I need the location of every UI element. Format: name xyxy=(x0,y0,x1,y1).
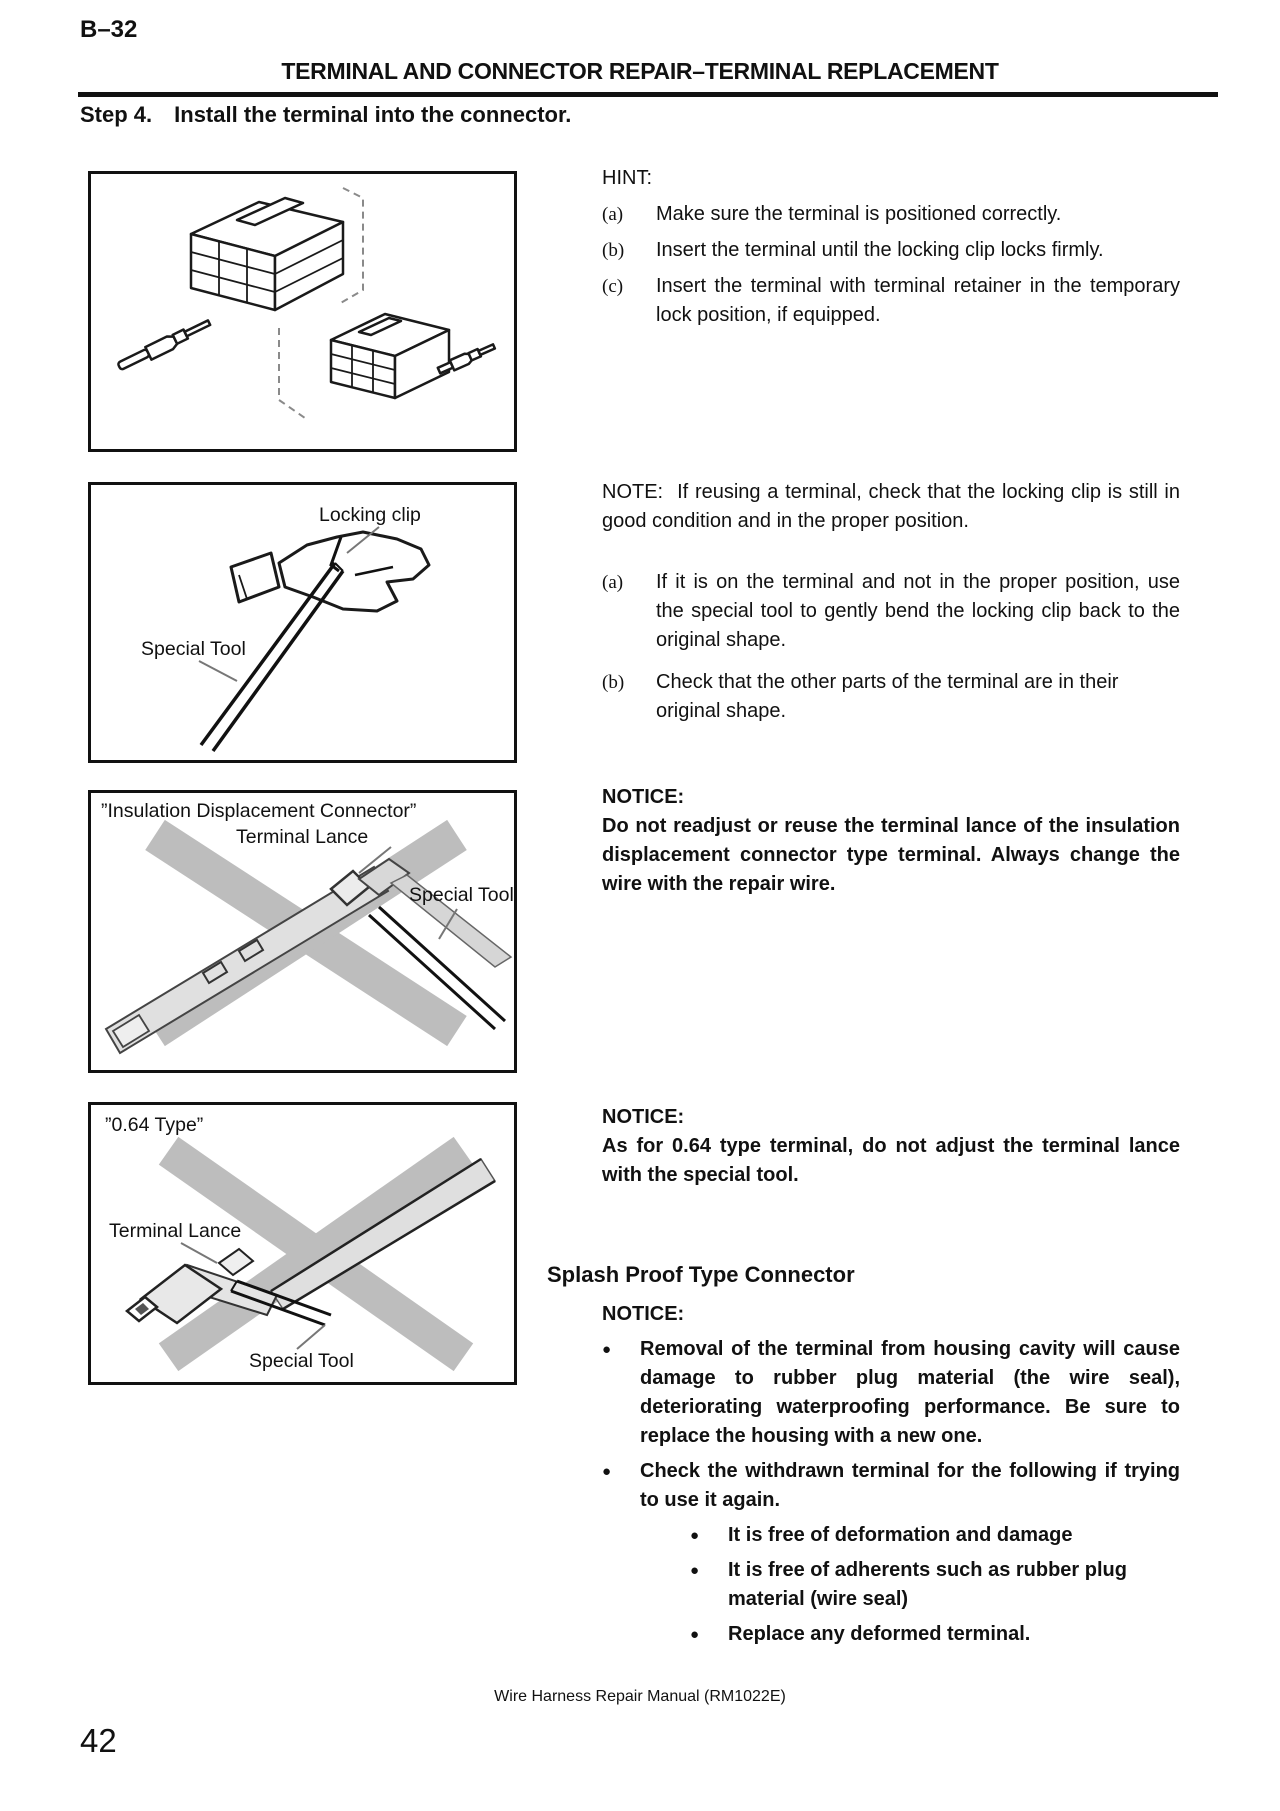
notice-idc-block xyxy=(602,783,1180,899)
special-tool-leader-line xyxy=(199,661,237,681)
list-item xyxy=(602,668,1180,726)
figure-title-idc: ”Insulation Displacement Connector” xyxy=(101,800,417,822)
item-marker: (b) xyxy=(602,672,625,693)
bullet-icon: ● xyxy=(690,1527,700,1544)
prohibition-cross xyxy=(159,1137,473,1371)
bullet-icon: ● xyxy=(690,1562,700,1579)
hint-block xyxy=(602,164,1180,330)
connector-insertion-illustration xyxy=(91,174,514,449)
header-rule xyxy=(78,92,1218,97)
sub-bullet-item xyxy=(690,1620,1180,1649)
step-gap xyxy=(152,102,174,128)
bullet-icon: ● xyxy=(690,1626,700,1643)
item-marker: (c) xyxy=(602,276,624,297)
locking-clip-illustration xyxy=(91,485,514,760)
special-tool-label: Special Tool xyxy=(141,638,246,660)
step-title: Install the terminal into the connector. xyxy=(174,102,572,127)
item-marker: (b) xyxy=(602,240,625,261)
terminal-lance-leader-line xyxy=(181,1243,217,1263)
special-tool-leader-line xyxy=(297,1325,325,1349)
list-item xyxy=(602,236,1180,265)
page-title: TERMINAL AND CONNECTOR REPAIR–TERMINAL REPLACEMENT xyxy=(281,58,999,84)
notice-label: NOTICE: xyxy=(602,1106,685,1128)
special-tool-label: Special Tool xyxy=(409,884,514,906)
064-type-illustration xyxy=(91,1105,514,1382)
note-paragraph xyxy=(602,478,1180,536)
item-text: If it is on the terminal and not in the proper position, use the special tool to gently bend the locking clip back to the original shape. xyxy=(656,571,1180,651)
list-item xyxy=(602,568,1180,655)
sub-bullet-item xyxy=(690,1521,1180,1550)
idc-illustration xyxy=(91,793,514,1070)
hint-label: HINT: xyxy=(602,167,652,189)
figure-title-064: ”0.64 Type” xyxy=(105,1114,204,1136)
locking-clip-label: Locking clip xyxy=(319,504,421,526)
notice-label: NOTICE: xyxy=(602,786,685,808)
footer-manual-title: Wire Harness Repair Manual (RM1022E) xyxy=(494,1688,786,1705)
large-connector-housing xyxy=(191,198,343,310)
special-tool-label: Special Tool xyxy=(249,1350,354,1372)
bullet-text: Removal of the terminal from housing cavity will cause damage to rubber plug material (the wire seal), deteriorating waterproofing performance. Be sure to replace the housing with a new one. xyxy=(640,1338,1180,1447)
list-item xyxy=(602,200,1180,229)
item-text: Check that the other parts of the terminal are in their original shape. xyxy=(656,671,1119,722)
dashed-guide-line-lower xyxy=(279,328,305,418)
terminal-with-wire xyxy=(117,317,213,373)
terminal-lance-bump xyxy=(219,1249,253,1275)
bullet-icon: ● xyxy=(602,1463,612,1480)
item-marker: (a) xyxy=(602,572,624,593)
bullet-item xyxy=(602,1457,1180,1515)
notice-body: Do not readjust or reuse the terminal lance of the insulation displacement connector type terminal. Always change the wire with the repair wire. xyxy=(602,815,1180,895)
bullet-item xyxy=(602,1335,1180,1451)
bullet-text: Replace any deformed terminal. xyxy=(728,1623,1031,1645)
note-body: If reusing a terminal, check that the locking clip is still in good condition and in the proper position. xyxy=(602,481,1180,532)
step-label: Step 4. xyxy=(80,102,153,127)
figure-connector-insertion xyxy=(88,171,517,452)
list-item xyxy=(602,272,1180,330)
section-heading-splash-proof: Splash Proof Type Connector xyxy=(547,1262,855,1287)
page-code: B–32 xyxy=(80,16,138,43)
splash-notice-block xyxy=(602,1300,1180,1649)
notice-label: NOTICE: xyxy=(602,1303,685,1325)
bullet-text: It is free of adherents such as rubber plug material (wire seal) xyxy=(728,1559,1127,1610)
terminal-lance-label: Terminal Lance xyxy=(236,826,369,848)
notice-064-block xyxy=(602,1103,1180,1190)
step-heading xyxy=(80,102,571,128)
figure-064-type xyxy=(88,1102,517,1385)
note-block xyxy=(602,478,1180,726)
bullet-text: It is free of deformation and damage xyxy=(728,1524,1073,1546)
figure-idc-terminal xyxy=(88,790,517,1073)
figure-locking-clip xyxy=(88,482,517,763)
terminal-lance-label: Terminal Lance xyxy=(109,1220,242,1242)
item-text: Insert the terminal until the locking clip locks firmly. xyxy=(656,239,1104,261)
small-connector-housing xyxy=(331,314,449,398)
note-label: NOTE: xyxy=(602,481,664,503)
bullet-icon: ● xyxy=(602,1341,612,1358)
bullet-text: Check the withdrawn terminal for the following if trying to use it again. xyxy=(640,1460,1180,1511)
item-text: Make sure the terminal is positioned correctly. xyxy=(656,203,1062,225)
sub-bullet-item xyxy=(690,1556,1180,1614)
item-text: Insert the terminal with terminal retainer in the temporary lock position, if equipped. xyxy=(656,275,1180,326)
item-marker: (a) xyxy=(602,204,624,225)
page-number: 42 xyxy=(80,1722,117,1759)
notice-body: As for 0.64 type terminal, do not adjust the terminal lance with the special tool. xyxy=(602,1135,1180,1186)
